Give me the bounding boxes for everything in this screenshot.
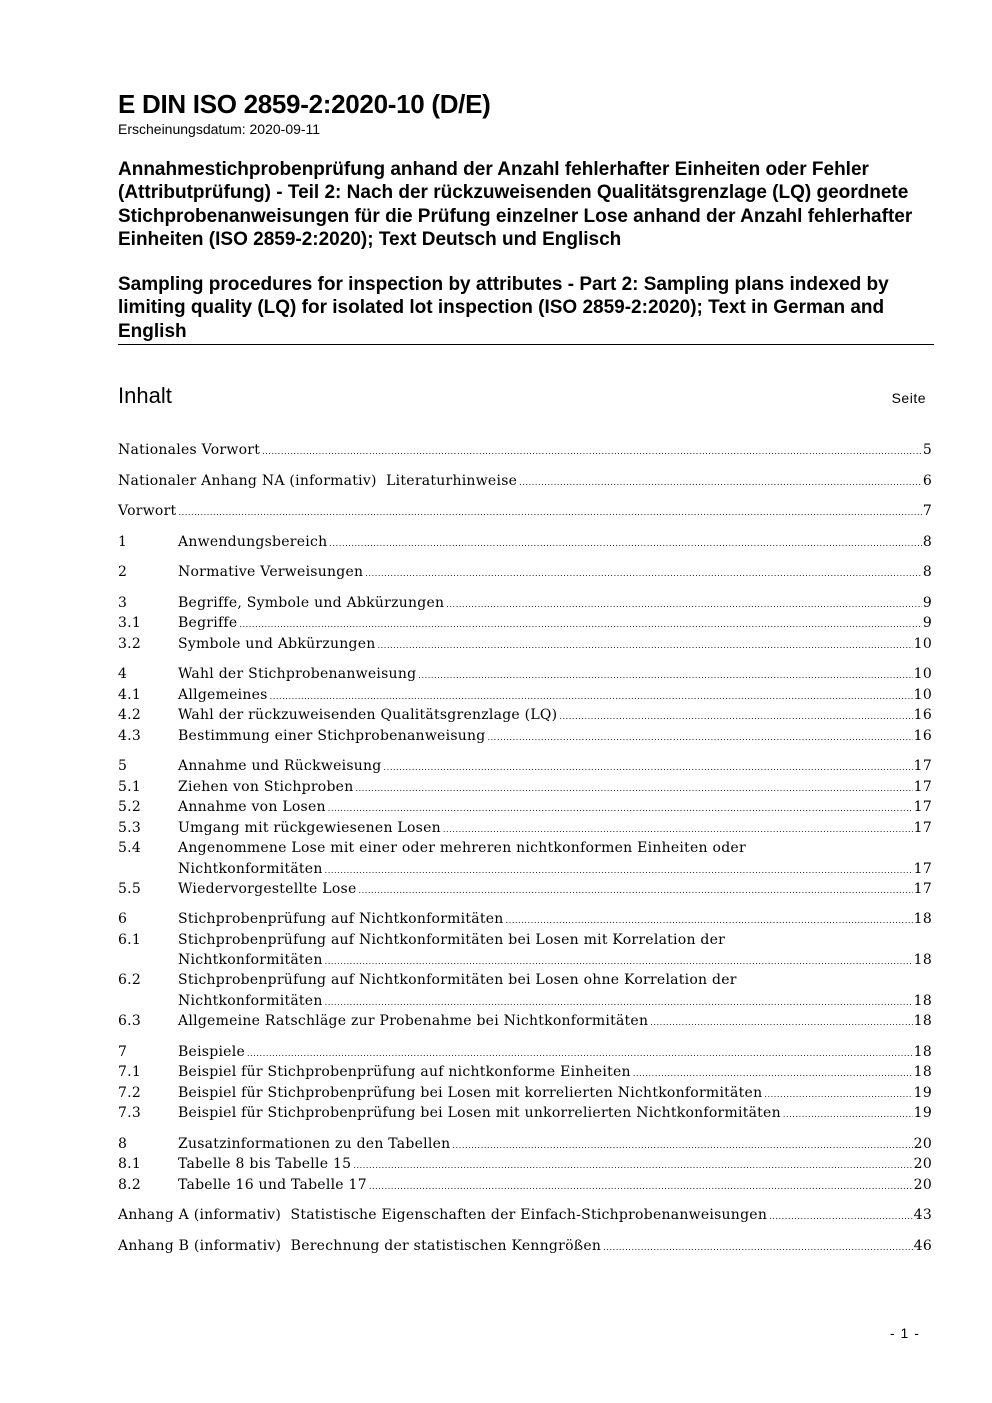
toc-entry-text <box>178 1011 932 1031</box>
toc-entry[interactable] <box>118 930 932 950</box>
toc-entry-label: Zusatzinformationen zu den Tabellen <box>178 1135 451 1152</box>
toc-entry-text <box>178 685 932 705</box>
toc-entry-text <box>178 991 932 1011</box>
toc-entry[interactable] <box>118 726 932 746</box>
toc-leader-dots <box>443 824 913 836</box>
toc-leader-dots <box>178 507 921 519</box>
toc-entry-text <box>178 970 932 990</box>
toc-leader-dots <box>783 1109 913 1121</box>
toc-entry[interactable] <box>118 634 932 654</box>
toc-leader-dots <box>633 1068 913 1080</box>
toc-entry-label: Begriffe, Symbole und Abkürzungen <box>178 594 445 611</box>
toc-leader-dots <box>452 1140 912 1152</box>
toc-entry-page: 7 <box>922 503 932 519</box>
toc-entry-number: 5.2 <box>118 799 142 815</box>
title-divider <box>118 344 934 345</box>
toc-leader-dots <box>488 732 913 744</box>
toc-leader-dots <box>325 956 913 968</box>
toc-entry-number: 2 <box>118 564 128 580</box>
toc-entry-text <box>178 930 932 950</box>
toc-leader-dots <box>559 711 912 723</box>
toc-entry[interactable] <box>118 1083 932 1103</box>
toc-entry-label: Annahme und Rückweisung <box>178 758 382 774</box>
toc-entry-text <box>178 726 932 746</box>
toc-entry-page: 19 <box>913 1105 932 1121</box>
toc-entry-page: 17 <box>913 758 932 774</box>
toc-entry-label: Wahl der rückzuweisenden Qualitätsgrenzlage (LQ) <box>178 707 558 723</box>
toc-entry-text <box>118 440 932 460</box>
toc-entry-page: 19 <box>913 1084 932 1101</box>
toc-entry-text <box>178 705 932 725</box>
toc-leader-dots <box>384 762 913 774</box>
toc-entry-page: 20 <box>913 1156 932 1172</box>
toc-entry[interactable] <box>118 1062 932 1082</box>
toc-entry-number: 4.3 <box>118 727 142 744</box>
toc-entry[interactable] <box>118 879 932 899</box>
toc-entry-page: 20 <box>913 1135 932 1152</box>
toc-entry-text <box>178 1042 932 1062</box>
toc-entry-text <box>178 1154 932 1174</box>
toc-entry-label: Bestimmung einer Stichprobenanweisung <box>178 727 486 744</box>
toc-leader-dots <box>262 446 922 458</box>
toc-entry-label-continuation: Nichtkonformitäten <box>178 992 323 1009</box>
toc-entry-page: 18 <box>913 992 932 1009</box>
toc-entry-label: Stichprobenprüfung auf Nichtkonformitäten bei Losen ohne Korrelation der <box>178 972 737 988</box>
toc-entry-page: 16 <box>913 727 932 744</box>
toc-entry-number: 4.1 <box>118 686 142 703</box>
toc-entry-page: 18 <box>913 1013 932 1029</box>
toc-entry[interactable] <box>118 705 932 725</box>
toc-entry-text <box>178 593 932 613</box>
toc-entry[interactable] <box>118 593 932 613</box>
toc-entry-number: 8 <box>118 1135 128 1152</box>
toc-entry-label: Wahl der Stichprobenanweisung <box>178 666 417 682</box>
toc-entry[interactable] <box>118 440 932 460</box>
toc-entry-page: 8 <box>922 564 932 580</box>
toc-entry[interactable] <box>118 797 932 817</box>
toc-entry[interactable] <box>118 532 932 552</box>
toc-entry-number: 7.1 <box>118 1064 142 1080</box>
toc-entry-label: Wiedervorgestellte Lose <box>178 880 357 897</box>
toc-entry-page: 10 <box>913 635 932 652</box>
toc-entry-label-continuation: Nichtkonformitäten <box>178 860 323 877</box>
toc-entry-number: 5 <box>118 758 128 774</box>
document-identifier: E DIN ISO 2859-2:2020-10 (D/E) <box>118 89 491 119</box>
toc-entry-text <box>178 909 932 929</box>
toc-entry-text <box>178 634 932 654</box>
toc-entry-text <box>178 1062 932 1082</box>
toc-entry[interactable] <box>118 1205 932 1225</box>
toc-entry-label: Beispiel für Stichprobenprüfung bei Losen mit unkorrelierten Nichtkonformitäten <box>178 1105 781 1121</box>
toc-entry-text <box>178 818 932 838</box>
toc-entry-page: 5 <box>922 442 932 458</box>
toc-entry-page: 18 <box>913 1064 932 1080</box>
toc-entry[interactable] <box>118 664 932 684</box>
toc-entry-page: 9 <box>922 615 932 631</box>
toc-leader-dots <box>329 538 921 550</box>
toc-leader-dots <box>446 599 922 611</box>
toc-entry-number: 1 <box>118 533 128 550</box>
toc-entry-label: Annahme von Losen <box>178 799 326 815</box>
toc-entry-number: 6.1 <box>118 931 142 948</box>
toc-entry-text <box>178 950 932 970</box>
toc-heading: Inhalt <box>118 383 172 408</box>
toc-entry[interactable] <box>118 1103 932 1123</box>
toc-leader-dots <box>247 1048 913 1060</box>
toc-entry[interactable] <box>118 685 932 705</box>
toc-entry-text <box>178 1175 932 1195</box>
toc-entry-number: 6 <box>118 911 128 927</box>
toc-entry-page: 6 <box>922 472 932 489</box>
toc-entry[interactable] <box>118 838 932 858</box>
title-english: Sampling procedures for inspection by attributes - Part 2: Sampling plans indexed by limiting quality (LQ) for isolated lot inspection (ISO 2859-2:2020); Text in German and English <box>118 274 889 342</box>
toc-entry-number: 8.2 <box>118 1176 142 1193</box>
toc-entry-page: 18 <box>913 1043 932 1060</box>
toc-entry-text <box>178 532 932 552</box>
toc-entry-page: 18 <box>913 911 932 927</box>
toc-entry-page: 17 <box>913 778 932 795</box>
toc-entry[interactable] <box>118 1134 932 1154</box>
toc-entry[interactable] <box>118 501 932 521</box>
toc-entry[interactable] <box>118 1236 932 1256</box>
toc-entry-number: 5.5 <box>118 880 142 897</box>
toc-entry-page: 8 <box>922 533 932 550</box>
toc-entry-number: 5.1 <box>118 778 142 795</box>
toc-entry-label: Anhang A (informativ) Statistische Eigenschaften der Einfach-Stichprobenanweisungen <box>118 1207 768 1223</box>
toc-entry-text <box>118 1236 932 1256</box>
toc-entry[interactable] <box>118 471 932 491</box>
toc-entry-number: 6.2 <box>118 972 142 988</box>
toc-entry-number: 5.4 <box>118 840 142 856</box>
toc-entry-page: 17 <box>913 799 932 815</box>
toc-entry-page: 10 <box>913 686 932 703</box>
toc-entry[interactable] <box>118 562 932 582</box>
toc-leader-dots <box>369 1181 913 1193</box>
toc-entry-text <box>178 613 932 633</box>
toc-entry-continuation <box>118 991 932 1011</box>
toc-leader-dots <box>769 1211 913 1223</box>
toc-entry-page: 17 <box>913 880 932 897</box>
toc-leader-dots <box>603 1242 913 1254</box>
toc-entry-text <box>178 664 932 684</box>
toc-entry-label: Angenommene Lose mit einer oder mehreren nichtkonformen Einheiten oder <box>178 840 746 856</box>
toc-page-column-label: Seite <box>891 390 926 406</box>
toc-entry-label: Symbole und Abkürzungen <box>178 635 376 652</box>
toc-leader-dots <box>239 619 921 631</box>
toc-entry-label: Tabelle 8 bis Tabelle 15 <box>178 1156 352 1172</box>
toc-leader-dots <box>325 865 913 877</box>
toc-leader-dots <box>325 997 913 1009</box>
toc-entry-continuation <box>118 859 932 879</box>
toc-entry-text <box>178 1134 932 1154</box>
toc-entry-number: 4.2 <box>118 707 142 723</box>
toc-leader-dots <box>506 915 913 927</box>
toc-leader-dots <box>764 1089 912 1101</box>
toc-entry[interactable] <box>118 613 932 633</box>
toc-entry-number: 3 <box>118 594 128 611</box>
toc-entry-label: Vorwort <box>118 503 177 519</box>
toc-entry-page: 20 <box>913 1176 932 1193</box>
toc-entry-text <box>178 562 932 582</box>
toc-entry-text <box>178 1103 932 1123</box>
toc-leader-dots <box>378 640 913 652</box>
toc-entry-label: Normative Verweisungen <box>178 564 364 580</box>
toc-entry-number: 7.3 <box>118 1105 142 1121</box>
toc-entry-number: 5.3 <box>118 819 142 836</box>
toc-entry[interactable] <box>118 777 932 797</box>
toc-entry[interactable] <box>118 970 932 990</box>
footer-page-number: - 1 - <box>890 1325 920 1341</box>
toc-entry-label: Begriffe <box>178 615 238 631</box>
toc-entry[interactable] <box>118 1042 932 1062</box>
toc-entry-text <box>178 797 932 817</box>
toc-leader-dots <box>328 803 913 815</box>
publication-date: Erscheinungsdatum: 2020-09-11 <box>118 121 321 137</box>
toc-leader-dots <box>519 477 922 489</box>
toc-entry-text <box>118 1205 932 1225</box>
toc-entry-page: 10 <box>913 666 932 682</box>
toc-entry-page: 46 <box>913 1237 932 1254</box>
toc-entry[interactable] <box>118 756 932 776</box>
toc-entry[interactable] <box>118 909 932 929</box>
toc-entry-label-continuation: Nichtkonformitäten <box>178 952 323 968</box>
toc-entry-label: Allgemeine Ratschläge zur Probenahme bei Nichtkonformitäten <box>178 1013 649 1029</box>
toc-entry-text <box>178 859 932 879</box>
toc-entry-page: 9 <box>922 594 932 611</box>
toc-entry[interactable] <box>118 1175 932 1195</box>
toc-entry-text <box>178 1083 932 1103</box>
toc-entry-label: Beispiel für Stichprobenprüfung auf nichtkonforme Einheiten <box>178 1064 631 1080</box>
toc-entry-text <box>178 838 932 858</box>
toc-entry-number: 8.1 <box>118 1156 142 1172</box>
toc-leader-dots <box>270 691 913 703</box>
toc-entry-label: Tabelle 16 und Tabelle 17 <box>178 1176 367 1193</box>
toc-entry-label: Anwendungsbereich <box>178 533 328 550</box>
toc-entry-label: Stichprobenprüfung auf Nichtkonformitäten <box>178 911 504 927</box>
toc-entry-label: Beispiele <box>178 1043 245 1060</box>
toc-leader-dots <box>365 568 922 580</box>
toc-entry-page: 17 <box>913 860 932 877</box>
toc-entry[interactable] <box>118 1011 932 1031</box>
toc-entry-label: Nationaler Anhang NA (informativ) Literaturhinweise <box>118 472 518 489</box>
toc-entry-page: 17 <box>913 819 932 836</box>
toc-entry-label: Stichprobenprüfung auf Nichtkonformitäten bei Losen mit Korrelation der <box>178 931 726 948</box>
toc-entry[interactable] <box>118 818 932 838</box>
toc-entry-number: 7 <box>118 1043 128 1060</box>
toc-leader-dots <box>418 670 912 682</box>
toc-entry-label: Ziehen von Stichproben <box>178 778 354 795</box>
toc-entry-number: 3.2 <box>118 635 142 652</box>
toc-entry-label: Allgemeines <box>178 686 268 703</box>
title-german: Annahmestichprobenprüfung anhand der Anzahl fehlerhafter Einheiten oder Fehler (Attributprüfung) - Teil 2: Nach der rückzuweisenden Qualitätsgrenzlage (LQ) geordnete Stichprobenanweisungen für die Prüfung einzelner Lose anhand der Anzahl fehlerhafter Einheiten (ISO 2859-2:2020); Text Deutsch und Englisch <box>118 159 913 250</box>
toc-entry-page: 16 <box>913 707 932 723</box>
toc-entry-continuation <box>118 950 932 970</box>
toc-leader-dots <box>358 885 912 897</box>
toc-entry-label: Beispiel für Stichprobenprüfung bei Losen mit korrelierten Nichtkonformitäten <box>178 1084 763 1101</box>
toc-entry-label: Anhang B (informativ) Berechnung der statistischen Kenngrößen <box>118 1237 602 1254</box>
toc-entry-text <box>178 879 932 899</box>
toc-leader-dots <box>353 1160 912 1172</box>
toc-entry[interactable] <box>118 1154 932 1174</box>
toc-leader-dots <box>650 1017 912 1029</box>
toc-entry-text <box>178 756 932 776</box>
toc-entry-number: 6.3 <box>118 1013 142 1029</box>
toc-entry-text <box>118 501 932 521</box>
toc-entry-label: Nationales Vorwort <box>118 442 261 458</box>
toc-entry-page: 18 <box>913 952 932 968</box>
toc-entry-label: Umgang mit rückgewiesenen Losen <box>178 819 441 836</box>
toc-entry-number: 4 <box>118 666 128 682</box>
toc-entry-number: 3.1 <box>118 615 142 631</box>
toc-entry-text <box>178 777 932 797</box>
toc-entry-number: 7.2 <box>118 1084 142 1101</box>
toc-leader-dots <box>355 783 912 795</box>
toc-entry-text <box>118 471 932 491</box>
toc-entry-page: 43 <box>913 1207 932 1223</box>
